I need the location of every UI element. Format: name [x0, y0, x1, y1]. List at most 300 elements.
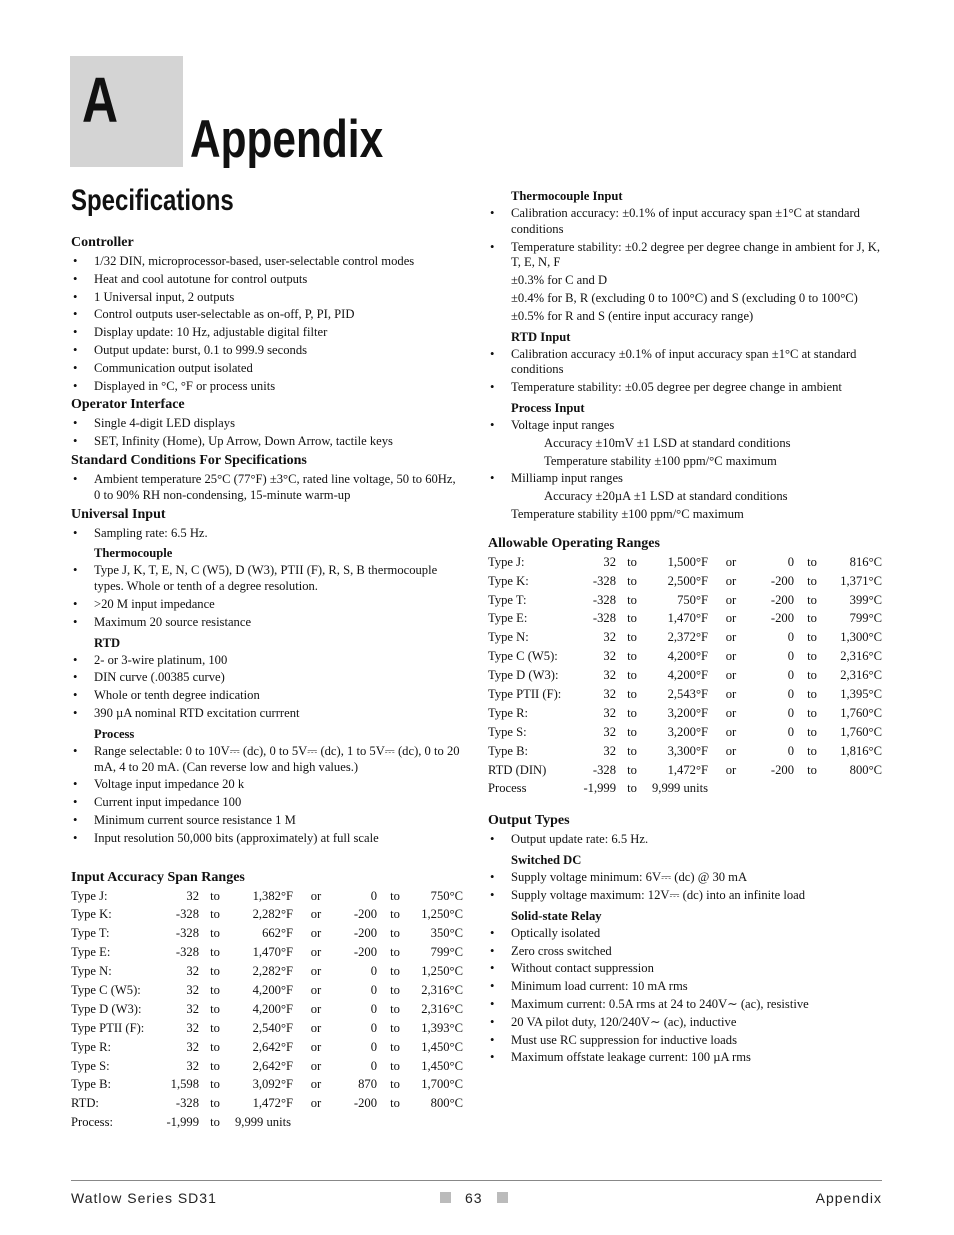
table-cell: Type C (W5): [488, 649, 558, 664]
table-row [488, 574, 882, 593]
stability-line: ±0.5% for R and S (entire input accuracy range) [511, 308, 754, 323]
list-item: • Control outputs user-selectable as on-off, P, PI, PID [71, 307, 463, 323]
table-cell: 4,200°F [252, 982, 293, 997]
list-item: • Input resolution 50,000 bits (approximately) at full scale [71, 831, 463, 847]
table-cell: 1,472°F [667, 762, 708, 777]
table-cell: Type K: [488, 573, 529, 588]
table-cell: Type E: [488, 611, 528, 626]
table-cell: -328 [175, 945, 199, 960]
table-cell: to [627, 705, 637, 720]
list-item: • Calibration accuracy: ±0.1% of input accuracy span ±1°C at standard conditions [488, 206, 882, 238]
table-cell: 816°C [849, 554, 882, 569]
table-cell: Type N: [488, 630, 529, 645]
table-cell: 2,282°F [252, 907, 293, 922]
page-number: 63 [465, 1190, 483, 1206]
table-cell: to [210, 1058, 220, 1073]
list-item: • Whole or tenth degree indication [71, 688, 463, 704]
table-cell: 799°C [430, 945, 463, 960]
table-row [71, 1115, 463, 1134]
table-cell: or [725, 743, 737, 758]
table-cell: RTD (DIN) [488, 762, 547, 777]
right-column [488, 188, 882, 1068]
table-cell [794, 781, 830, 800]
table-cell: to [390, 907, 400, 922]
table-cell: Process: [71, 1115, 113, 1130]
table-cell: to [210, 926, 220, 941]
ssr-subheading: Solid-state Relay [511, 908, 602, 923]
table-row [488, 706, 882, 725]
input-accuracy-table [71, 889, 463, 1135]
table-cell: 800°C [849, 762, 882, 777]
list-item: • Temperature stability: ±0.05 degree per degree change in ambient [488, 380, 882, 396]
table-cell: 350°C [430, 926, 463, 941]
process-input-list [488, 418, 882, 434]
voltage-detail: Accuracy ±10mV ±1 LSD at standard conditions [544, 435, 791, 450]
table-row [71, 945, 463, 964]
table-cell: to [807, 554, 817, 569]
rtd-input-heading: RTD Input [511, 329, 571, 344]
table-cell: or [725, 705, 737, 720]
table-cell: 1,700°C [421, 1077, 463, 1092]
table-cell: Type N: [71, 964, 112, 979]
controller-heading: Controller [71, 235, 134, 250]
list-item: • 2- or 3-wire platinum, 100 [71, 653, 463, 669]
table-cell [413, 1115, 463, 1134]
table-cell: 4,200°F [667, 649, 708, 664]
table-cell: RTD: [71, 1096, 99, 1111]
table-cell: to [390, 1001, 400, 1016]
table-cell: or [725, 762, 737, 777]
table-cell: 2,316°C [840, 649, 882, 664]
output-types-list [488, 832, 882, 848]
table-cell: Type PTII (F): [71, 1020, 145, 1035]
table-cell: to [627, 686, 637, 701]
table-cell: 0 [787, 554, 794, 569]
table-cell: or [310, 907, 322, 922]
table-cell: or [725, 611, 737, 626]
table-row [488, 668, 882, 687]
table-cell: or [725, 592, 737, 607]
table-cell: to [627, 724, 637, 739]
rtd-subheading: RTD [94, 635, 121, 650]
process-subheading: Process [94, 726, 135, 741]
list-item: • Communication output isolated [71, 361, 463, 377]
table-row [71, 1077, 463, 1096]
list-item: • Current input impedance 100 [71, 795, 463, 811]
table-cell: -1,999 [166, 1115, 199, 1130]
table-cell: or [310, 1020, 322, 1035]
table-cell [293, 1115, 339, 1134]
table-row [71, 1096, 463, 1115]
table-cell: -328 [592, 611, 616, 626]
table-cell: 1,760°C [840, 705, 882, 720]
table-cell: 9,999 units [235, 1115, 291, 1130]
table-cell: 3,200°F [667, 724, 708, 739]
table-cell: to [390, 888, 400, 903]
table-cell: 32 [603, 668, 616, 683]
table-cell: 1,371°C [840, 573, 882, 588]
list-item: • Output update: burst, 0.1 to 999.9 seconds [71, 343, 463, 359]
table-cell: Type S: [488, 724, 527, 739]
footer-divider [71, 1180, 882, 1181]
list-item: • Without contact suppression [488, 961, 882, 977]
footer-square-icon [497, 1192, 508, 1203]
table-cell: or [310, 1077, 322, 1092]
table-cell: 32 [603, 743, 616, 758]
input-accuracy-heading: Input Accuracy Span Ranges [71, 869, 245, 885]
table-cell: 3,300°F [667, 743, 708, 758]
table-cell: -200 [770, 762, 794, 777]
table-cell: Type C (W5): [71, 982, 141, 997]
table-cell: to [627, 762, 637, 777]
table-row [488, 687, 882, 706]
process-input-heading: Process Input [511, 400, 585, 415]
table-cell: 0 [370, 964, 377, 979]
table-cell: to [390, 964, 400, 979]
list-item: • Single 4-digit LED displays [71, 416, 463, 432]
table-cell: -328 [175, 926, 199, 941]
table-cell: 3,092°F [252, 1077, 293, 1092]
table-cell: to [390, 1058, 400, 1073]
table-cell: 32 [186, 1039, 199, 1054]
list-item: • Maximum 20 source resistance [71, 615, 463, 631]
table-row [488, 781, 882, 800]
table-row [71, 964, 463, 983]
list-item: • 20 VA pilot duty, 120/240V∼ (ac), inductive [488, 1015, 882, 1031]
table-cell: to [807, 724, 817, 739]
table-cell: 1,395°C [840, 686, 882, 701]
list-item: • Type J, K, T, E, N, C (W5), D (W3), PTII (F), R, S, B thermocouple types. Whole or tenth of a degree resolution. [71, 563, 463, 595]
table-cell: 1,250°C [421, 907, 463, 922]
list-item: • Displayed in °C, °F or process units [71, 379, 463, 395]
table-cell: or [725, 649, 737, 664]
table-cell: 32 [186, 888, 199, 903]
table-row [71, 889, 463, 908]
table-cell: or [725, 686, 737, 701]
table-cell: to [210, 1077, 220, 1092]
table-cell: 0 [370, 982, 377, 997]
universal-input-list [71, 526, 463, 542]
switched-dc-subheading: Switched DC [511, 853, 582, 868]
table-cell: or [310, 888, 322, 903]
table-cell: to [390, 945, 400, 960]
table-cell: or [725, 668, 737, 683]
table-cell: 2,372°F [667, 630, 708, 645]
table-cell: 0 [787, 705, 794, 720]
table-cell: to [627, 668, 637, 683]
table-cell: to [210, 907, 220, 922]
list-item: • Voltage input impedance 20 k [71, 777, 463, 793]
table-cell: 4,200°F [252, 1001, 293, 1016]
switched-dc-list [488, 870, 882, 904]
table-cell: 750°C [430, 888, 463, 903]
voltage-detail: Temperature stability ±100 ppm/°C maximum [544, 453, 777, 468]
controller-list [71, 254, 463, 394]
milliamp-detail: Accuracy ±20µA ±1 LSD at standard conditions [544, 489, 788, 504]
section-title: Specifications [71, 184, 234, 217]
table-row [488, 555, 882, 574]
stability-line: ±0.3% for C and D [511, 273, 608, 288]
table-cell: Type D (W3): [71, 1001, 142, 1016]
table-cell: to [390, 982, 400, 997]
table-cell: to [210, 982, 220, 997]
stability-line: ±0.4% for B, R (excluding 0 to 100°C) and S (excluding 0 to 100°C) [511, 290, 858, 305]
table-cell: to [390, 1096, 400, 1111]
table-cell: 2,500°F [667, 573, 708, 588]
table-cell: 32 [186, 1058, 199, 1073]
list-item: • 1/32 DIN, microprocessor-based, user-selectable control modes [71, 254, 463, 270]
table-cell: to [390, 1077, 400, 1092]
process-input-list-2 [488, 471, 882, 487]
table-cell: -328 [175, 1096, 199, 1111]
list-item: • Calibration accuracy ±0.1% of input accuracy span ±1°C at standard conditions [488, 347, 882, 379]
table-cell: or [310, 982, 322, 997]
table-cell: 0 [370, 1058, 377, 1073]
list-item: • Supply voltage minimum: 6V⎓ (dc) @ 30 mA [488, 870, 882, 886]
table-cell: or [310, 1001, 322, 1016]
table-cell: 32 [603, 649, 616, 664]
list-item: • Maximum offstate leakage current: 100 µA rms [488, 1050, 882, 1066]
table-cell: 1,300°C [840, 630, 882, 645]
table-cell: or [310, 926, 322, 941]
table-cell: 0 [787, 630, 794, 645]
table-cell: 2,282°F [252, 964, 293, 979]
table-cell: 0 [787, 686, 794, 701]
list-item: • Heat and cool autotune for control outputs [71, 272, 463, 288]
list-item: • Minimum current source resistance 1 M [71, 813, 463, 829]
table-cell: 750°F [677, 592, 708, 607]
list-item: • Optically isolated [488, 926, 882, 942]
table-cell: to [210, 1096, 220, 1111]
list-item: • Ambient temperature 25°C (77°F) ±3°C, rated line voltage, 50 to 60Hz, 0 to 90% RH non-condensing, 15-minute warm-up [71, 472, 463, 504]
table-cell: to [627, 573, 637, 588]
table-cell: or [725, 573, 737, 588]
table-cell: 32 [603, 554, 616, 569]
table-cell: 1,450°C [421, 1058, 463, 1073]
table-cell: to [627, 592, 637, 607]
list-item: • Voltage input ranges [488, 418, 882, 434]
table-cell: or [310, 1096, 322, 1111]
table-row [71, 926, 463, 945]
table-cell: to [390, 1039, 400, 1054]
table-cell: Type T: [71, 926, 110, 941]
table-row [71, 907, 463, 926]
table-cell: 9,999 units [652, 781, 708, 796]
left-column [71, 234, 463, 1134]
table-cell: or [725, 724, 737, 739]
table-cell: -200 [353, 945, 377, 960]
table-cell: 0 [787, 649, 794, 664]
table-cell: -328 [592, 592, 616, 607]
table-cell: to [627, 630, 637, 645]
table-row [71, 1021, 463, 1040]
table-cell: 399°C [849, 592, 882, 607]
table-cell: 1,382°F [252, 888, 293, 903]
table-cell: to [627, 781, 637, 796]
table-cell: 32 [603, 630, 616, 645]
list-item: • SET, Infinity (Home), Up Arrow, Down Arrow, tactile keys [71, 434, 463, 450]
table-cell: 32 [603, 686, 616, 701]
table-cell: or [310, 1039, 322, 1054]
list-item: • Minimum load current: 10 mA rms [488, 979, 882, 995]
table-row [488, 763, 882, 782]
table-cell: Type PTII (F): [488, 686, 562, 701]
table-cell: 1,450°C [421, 1039, 463, 1054]
table-cell: 2,316°C [421, 1001, 463, 1016]
table-cell: 0 [370, 888, 377, 903]
table-cell: 1,598 [170, 1077, 199, 1092]
table-row [71, 1059, 463, 1078]
table-cell: 0 [787, 668, 794, 683]
list-item: • Zero cross switched [488, 944, 882, 960]
list-item: • Range selectable: 0 to 10V⎓ (dc), 0 to 5V⎓ (dc), 1 to 5V⎓ (dc), 0 to 20 mA, 4 to 20 mA. (Can reverse low and high values.) [71, 744, 463, 776]
table-cell: 32 [186, 964, 199, 979]
table-cell: -200 [770, 573, 794, 588]
table-cell: 2,642°F [252, 1058, 293, 1073]
chapter-letter: A [82, 64, 119, 136]
table-cell: 2,316°C [421, 982, 463, 997]
table-cell: 1,393°C [421, 1020, 463, 1035]
table-cell: to [807, 573, 817, 588]
table-cell [339, 1115, 377, 1134]
table-cell: -328 [592, 762, 616, 777]
thermocouple-subheading: Thermocouple [94, 546, 173, 561]
table-cell: to [210, 1039, 220, 1054]
table-cell: 799°C [849, 611, 882, 626]
table-cell: to [627, 649, 637, 664]
table-row [71, 1002, 463, 1021]
table-cell: 2,316°C [840, 668, 882, 683]
standard-conditions-heading: Standard Conditions For Specifications [71, 452, 307, 468]
rtd-list [71, 653, 463, 722]
table-cell [830, 781, 882, 800]
list-item: • Milliamp input ranges [488, 471, 882, 487]
table-row [488, 593, 882, 612]
table-cell: -200 [353, 926, 377, 941]
list-item: • Maximum current: 0.5A rms at 24 to 240V∼ (ac), resistive [488, 997, 882, 1013]
table-cell: to [807, 611, 817, 626]
list-item: • Sampling rate: 6.5 Hz. [71, 526, 463, 542]
table-cell: 0 [370, 1039, 377, 1054]
allowable-ranges-table [488, 555, 882, 801]
table-cell: 0 [787, 724, 794, 739]
table-cell: to [210, 964, 220, 979]
table-cell [708, 781, 754, 800]
table-cell: to [390, 926, 400, 941]
table-cell: to [807, 762, 817, 777]
table-row [488, 649, 882, 668]
operator-list [71, 416, 463, 450]
list-item: • DIN curve (.00385 curve) [71, 670, 463, 686]
table-row [71, 1040, 463, 1059]
table-cell: 0 [787, 743, 794, 758]
table-cell: Type B: [488, 743, 529, 758]
table-cell: to [807, 705, 817, 720]
table-cell: 32 [603, 705, 616, 720]
standard-conditions-list [71, 472, 463, 504]
table-cell: 0 [370, 1020, 377, 1035]
table-cell: Type S: [71, 1058, 110, 1073]
table-cell: 0 [370, 1001, 377, 1016]
ssr-list [488, 926, 882, 1066]
table-cell: to [210, 888, 220, 903]
table-cell: Type D (W3): [488, 668, 559, 683]
table-cell: Type T: [488, 592, 527, 607]
table-row [488, 630, 882, 649]
table-cell: 32 [186, 1020, 199, 1035]
table-cell: 2,540°F [252, 1020, 293, 1035]
table-cell: 1,250°C [421, 964, 463, 979]
table-cell: 32 [186, 1001, 199, 1016]
table-cell: 2,642°F [252, 1039, 293, 1054]
milliamp-detail: Temperature stability ±100 ppm/°C maximum [511, 506, 744, 521]
table-cell: Type K: [71, 907, 112, 922]
list-item: • Display update: 10 Hz, adjustable digital filter [71, 325, 463, 341]
table-cell: Type B: [71, 1077, 112, 1092]
thermocouple-list [71, 563, 463, 630]
table-cell: Process [488, 781, 527, 796]
footer-section: Appendix [815, 1190, 882, 1206]
table-cell: to [210, 1001, 220, 1016]
table-cell: or [310, 964, 322, 979]
table-cell: to [807, 743, 817, 758]
footer-square-icon [440, 1192, 451, 1203]
table-cell: or [725, 554, 737, 569]
table-cell: to [210, 1115, 220, 1130]
thermocouple-input-list [488, 206, 882, 271]
table-cell: 1,816°C [840, 743, 882, 758]
table-cell: to [807, 630, 817, 645]
table-cell: 1,500°F [667, 554, 708, 569]
table-cell: -200 [353, 907, 377, 922]
table-cell: 2,543°F [667, 686, 708, 701]
table-row [488, 725, 882, 744]
table-cell: 1,760°C [840, 724, 882, 739]
list-item: • 1 Universal input, 2 outputs [71, 290, 463, 306]
table-cell: to [627, 743, 637, 758]
list-item: • Supply voltage maximum: 12V⎓ (dc) into an infinite load [488, 888, 882, 904]
table-cell: -200 [770, 611, 794, 626]
table-row [71, 983, 463, 1002]
table-cell: to [390, 1020, 400, 1035]
list-item: • Temperature stability: ±0.2 degree per degree change in ambient for J, K, T, E, N, F [488, 240, 882, 272]
universal-input-heading: Universal Input [71, 506, 166, 522]
table-cell: Type J: [71, 888, 108, 903]
list-item: • 390 µA nominal RTD excitation currrent [71, 706, 463, 722]
table-cell: or [310, 1058, 322, 1073]
table-cell: 32 [603, 724, 616, 739]
table-cell: 1,470°F [667, 611, 708, 626]
table-cell: or [725, 630, 737, 645]
table-cell: Type E: [71, 945, 111, 960]
table-cell: to [807, 592, 817, 607]
allowable-ranges-heading: Allowable Operating Ranges [488, 535, 660, 551]
table-row [488, 611, 882, 630]
table-cell: 4,200°F [667, 668, 708, 683]
rtd-input-list [488, 347, 882, 396]
thermocouple-input-heading: Thermocouple Input [511, 189, 623, 203]
table-cell [754, 781, 794, 800]
table-cell: 3,200°F [667, 705, 708, 720]
table-cell [377, 1115, 413, 1134]
table-cell: 870 [358, 1077, 377, 1092]
table-cell: Type R: [488, 705, 529, 720]
table-cell: Type J: [488, 554, 525, 569]
table-cell: -328 [592, 573, 616, 588]
table-cell: 1,472°F [252, 1096, 293, 1111]
chapter-title: Appendix [190, 110, 384, 169]
table-cell: -328 [175, 907, 199, 922]
